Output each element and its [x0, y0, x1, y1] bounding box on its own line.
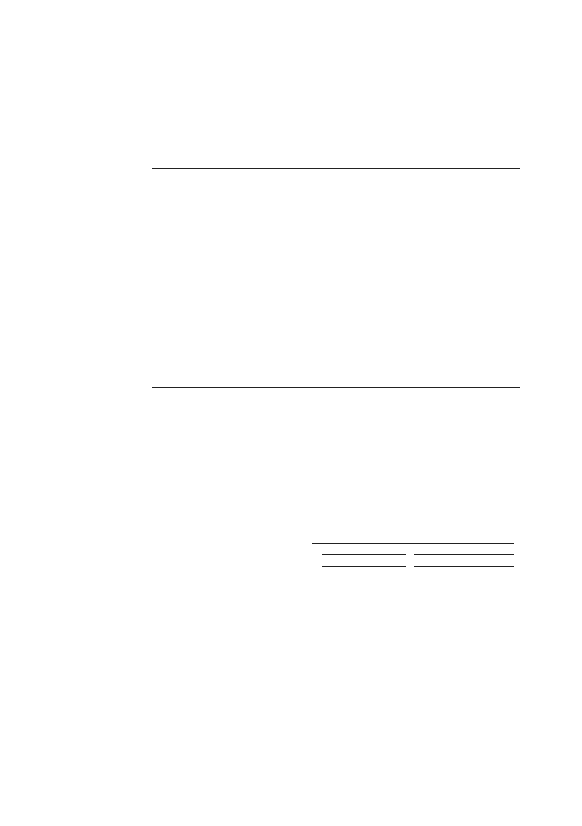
period-103-rule — [414, 554, 514, 555]
col-103-rule — [414, 566, 514, 567]
col-104-rule — [322, 566, 406, 567]
sensitivity-head-rule — [312, 543, 514, 544]
header-rule — [152, 168, 520, 169]
period-104-rule — [322, 554, 406, 555]
header-rule-2014 — [152, 387, 520, 388]
